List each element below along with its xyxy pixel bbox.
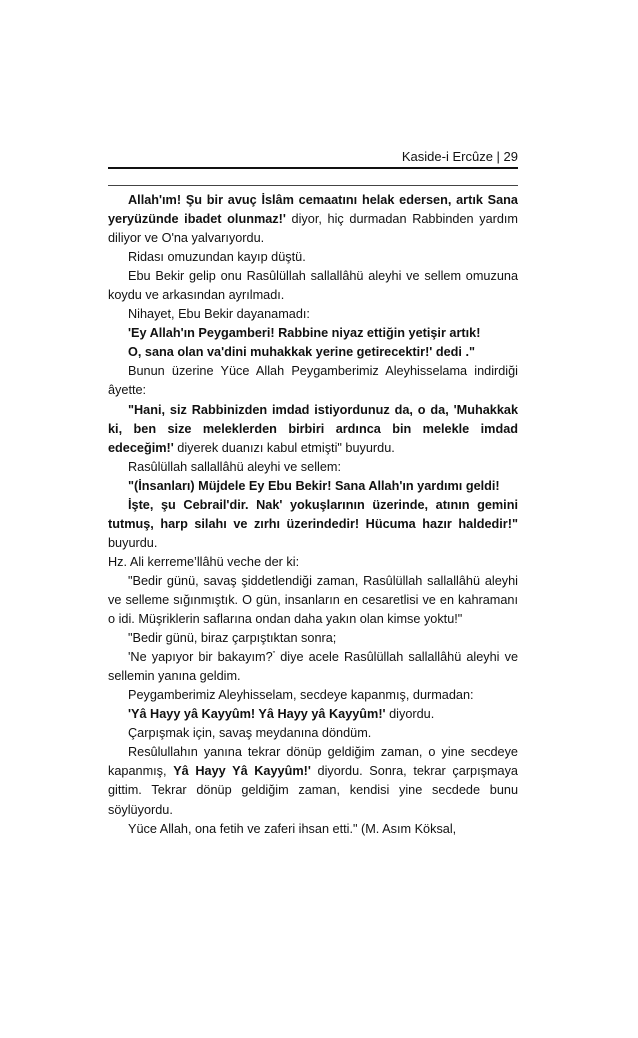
paragraph <box>108 496 518 553</box>
paragraph <box>108 705 518 724</box>
text-run: Resûlullahın yanına tekrar dönüp geldiğim zaman, o yine secdeye kapanmış, <box>108 745 518 779</box>
text-run: "Bedir günü, biraz çarpıştıktan sonra; <box>128 631 337 646</box>
paragraph <box>108 820 518 839</box>
paragraph <box>108 343 518 362</box>
paragraph <box>108 629 518 648</box>
text-run: buyurdu. <box>108 535 158 550</box>
header-rule-thick <box>108 167 518 169</box>
footnote-mark: " <box>272 650 276 658</box>
text-run: diyor, hiç durmadan Rabbinden yardım diliyor ve O'na yalvarıyordu. <box>108 212 518 246</box>
paragraph <box>108 648 518 686</box>
paragraph <box>108 305 518 324</box>
paragraph <box>108 401 518 458</box>
paragraph <box>108 477 518 496</box>
bold-text: İşte, şu Cebrail'dir. Nak' yokuşlarının üzerinde, atının gemini tutmuş, harp silahı ve zırhı üzerindedir! Hücuma hazır haldedir!" <box>108 497 518 531</box>
paragraph <box>108 724 518 743</box>
text-run: diye acele Rasûlüllah sallallâhü aleyhi ve sellemin yanına geldim. <box>108 650 518 684</box>
bold-text: Yâ Hayy Yâ Kayyûm!' <box>173 764 311 779</box>
bold-text: "Hani, siz Rabbinizden imdad istiyordunuz da, o da, 'Muhakkak ki, ben size meleklerden birbiri ardınca bin melekle imdad edeceğim!' <box>108 402 518 455</box>
paragraph <box>108 324 518 343</box>
bold-text: 'Yâ Hayy yâ Kayyûm! Yâ Hayy yâ Kayyûm!' <box>128 707 386 722</box>
text-run: Ridası omuzundan kayıp düştü. <box>128 250 306 265</box>
bold-text: 'Ey Allah'ın Peygamberi! Rabbine niyaz ettiğin yetişir artık! <box>128 326 481 341</box>
page-body <box>108 191 518 839</box>
bold-text: O, sana olan va'dini muhakkak yerine getirecektir!' dedi ." <box>128 345 475 360</box>
bold-text: "(İnsanları) Müjdele Ey Ebu Bekir! Sana Allah'ın yardımı geldi! <box>128 478 500 493</box>
paragraph <box>108 572 518 629</box>
paragraph <box>108 191 518 248</box>
text-run: Bunun üzerine Yüce Allah Peygamberimiz Aleyhisselama indirdiği âyette: <box>108 364 518 398</box>
text-run: diyerek duanızı kabul etmişti" buyurdu. <box>173 440 395 455</box>
paragraph <box>108 458 518 477</box>
text-run: diyordu. <box>385 707 435 722</box>
text-run: Rasûlüllah sallallâhü aleyhi ve sellem: <box>128 459 341 474</box>
text-run: "Bedir günü, savaş şiddetlendiği zaman, Rasûlüllah sallallâhü aleyhi ve selleme sığınmıştık. O gün, insanların en cesaretlisi ve en kahramanı o idi. Müşriklerin saflarına ondan daha yakın olan kimse yoktu!" <box>108 573 518 627</box>
bold-text: Allah'ım! Şu bir avuç İslâm cemaatını helak edersen, artık Sana yeryüzünde ibadet olunmaz!' <box>108 193 518 227</box>
text-run: Ebu Bekir gelip onu Rasûlüllah sallallâhü aleyhi ve sellem omuzuna koydu ve arkasından ayrılmadı. <box>108 269 518 303</box>
text-run: Peygamberimiz Aleyhisselam, secdeye kapanmış, durmadan: <box>128 688 474 703</box>
paragraph <box>108 362 518 400</box>
paragraph <box>108 553 518 572</box>
text-run: Yüce Allah, ona fetih ve zaferi ihsan etti." (M. Asım Köksal, <box>128 821 457 836</box>
paragraph <box>108 686 518 705</box>
paragraph <box>108 267 518 305</box>
paragraph <box>108 743 518 819</box>
header-rule-thin <box>108 185 518 186</box>
text-run: Nihayet, Ebu Bekir dayanamadı: <box>128 307 310 322</box>
text-run: 'Ne yapıyor bir bakayım? <box>128 650 273 665</box>
text-run: Hz. Ali kerreme’llâhü veche der ki: <box>108 554 300 569</box>
header-title: Kaside-i Ercûze | 29 <box>401 149 518 164</box>
text-run: diyordu. Sonra, tekrar çarpışmaya gittim. Tekrar dönüp geldiğim zaman, kendisi yine secdede bunu söylüyordu. <box>108 764 518 817</box>
paragraph <box>108 248 518 267</box>
text-run: Çarpışmak için, savaş meydanına döndüm. <box>128 726 372 741</box>
